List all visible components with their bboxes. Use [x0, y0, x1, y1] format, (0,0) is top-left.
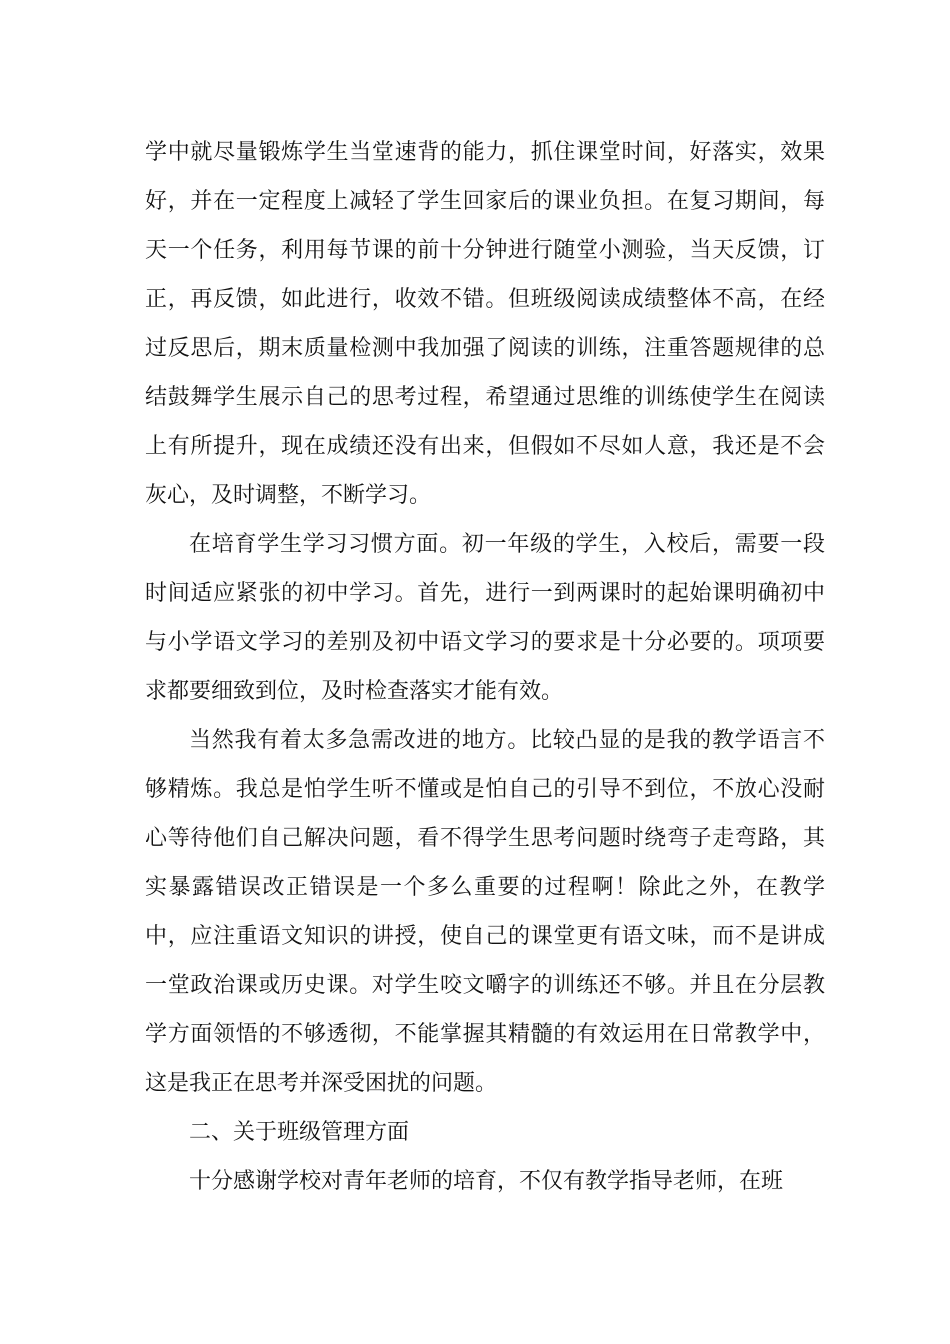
paragraph-study-habits: 在培育学生学习习惯方面。初一年级的学生，入校后，需要一段时间适应紧张的初中学习。首先，进行一到两课时的起始课明确初中与小学语文学习的差别及初中语文学习的要求是十分必要的。项项要求都要细致到位，及时检查落实才能有效。 — [145, 532, 825, 704]
paragraph-school-support: 十分感谢学校对青年老师的培育，不仅有教学指导老师，在班 — [189, 1169, 784, 1194]
section-heading-class-management: 二、关于班级管理方面 — [189, 1120, 410, 1145]
paragraph-teaching-practice: 学中就尽量锻炼学生当堂速背的能力，抓住课堂时间，好落实，效果好，并在一定程度上减轻了学生回家后的课业负担。在复习期间，每天一个任务，利用每节课的前十分钟进行随堂小测验，当天反馈，订正，再反馈，如此进行，收效不错。但班级阅读成绩整体不高，在经过反思后，期末质量检测中我加强了阅读的训练，注重答题规律的总结鼓舞学生展示自己的思考过程，希望通过思维的训练使学生在阅读上有所提升，现在成绩还没有出来，但假如不尽如人意，我还是不会灰心，及时调整，不断学习。 — [145, 140, 825, 508]
document-body — [145, 128, 825, 1206]
paragraph-improvements: 当然我有着太多急需改进的地方。比较凸显的是我的教学语言不够精炼。我总是怕学生听不懂或是怕自己的引导不到位，不放心没耐心等待他们自己解决问题，看不得学生思考问题时绕弯子走弯路，其实暴露错误改正错误是一个多么重要的过程啊！除此之外，在教学中，应注重语文知识的讲授，使自己的课堂更有语文味，而不是讲成一堂政治课或历史课。对学生咬文嚼字的训练还不够。并且在分层教学方面领悟的不够透彻，不能掌握其精髓的有效运用在日常教学中，这是我正在思考并深受困扰的问题。 — [145, 728, 825, 1096]
